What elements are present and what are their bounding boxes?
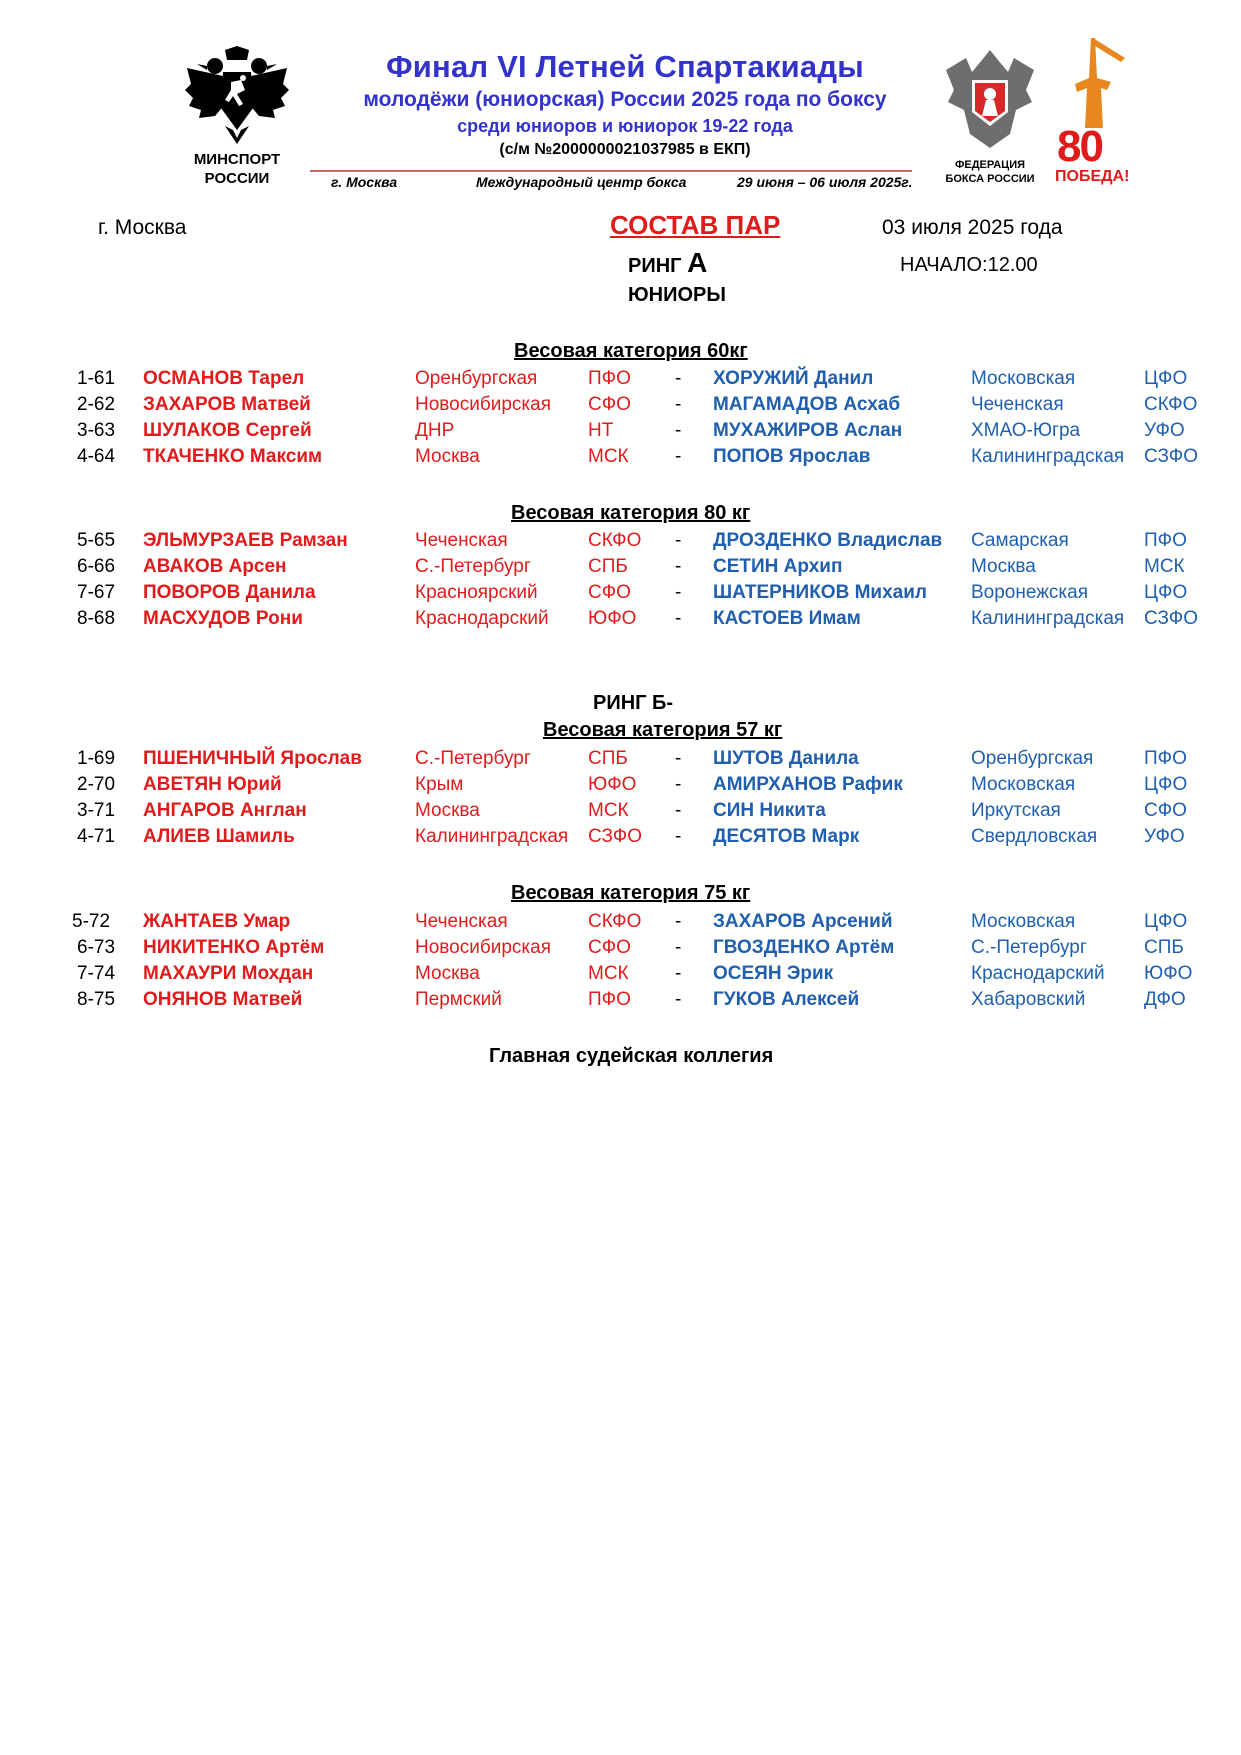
bout-row [0, 392, 1241, 418]
blue-boxer-district: СКФО [1144, 394, 1198, 415]
red-boxer-name: НИКИТЕНКО Артём [143, 937, 325, 958]
red-boxer-region: Калининградская [415, 826, 569, 847]
blue-boxer-region: Московская [971, 911, 1076, 932]
red-boxer-district: СКФО [588, 530, 642, 551]
bout-number: 6-73 [77, 937, 116, 958]
blue-boxer-district: ЮФО [1144, 963, 1193, 984]
event-subtitle: молодёжи (юниорская) России 2025 года по боксу [363, 88, 887, 111]
red-boxer-name: ЗАХАРОВ Матвей [143, 394, 311, 415]
bout-number: 3-63 [77, 420, 116, 441]
victory-80-icon [1055, 38, 1135, 134]
red-boxer-district: ПФО [588, 368, 631, 389]
ring-a-label: РИНГ [628, 255, 682, 277]
blue-boxer-district: СПБ [1144, 937, 1184, 958]
ekp-number: (с/м №2000000021037985 в ЕКП) [499, 141, 751, 158]
vs-dash: - [675, 937, 682, 958]
blue-boxer-name: ГУКОВ Алексей [713, 989, 860, 1010]
page-title: СОСТАВ ПАР [610, 210, 781, 240]
blue-boxer-name: СИН Никита [713, 800, 826, 821]
ring-b-heading: РИНГ Б- [593, 692, 674, 714]
blue-boxer-region: Москва [971, 556, 1036, 577]
blue-boxer-region: Самарская [971, 530, 1069, 551]
red-boxer-name: АНГАРОВ Англан [143, 800, 307, 821]
minsport-line2: РОССИИ [204, 170, 270, 187]
red-boxer-district: СЗФО [588, 826, 642, 847]
red-boxer-name: АВАКОВ Арсен [143, 556, 287, 577]
red-boxer-name: ЖАНТАЕВ Умар [143, 911, 291, 932]
vs-dash: - [675, 989, 682, 1010]
minsport-line1: МИНСПОРТ [193, 151, 281, 168]
category-heading: Весовая категория 57 кг [543, 719, 783, 741]
blue-boxer-district: СФО [1144, 800, 1187, 821]
blue-boxer-district: ЦФО [1144, 774, 1188, 795]
bout-row [0, 935, 1241, 961]
boxing-federation-emblem-icon [942, 50, 1038, 150]
red-boxer-name: МАХАУРИ Мохдан [143, 963, 314, 984]
red-boxer-district: СФО [588, 582, 631, 603]
red-boxer-name: ЭЛЬМУРЗАЕВ Рамзан [143, 530, 348, 551]
ring-a-letter: А [687, 247, 708, 278]
vs-dash: - [675, 446, 682, 467]
event-title-block [300, 48, 950, 161]
blue-boxer-district: ПФО [1144, 748, 1187, 769]
bout-number: 1-69 [77, 748, 116, 769]
vs-dash: - [675, 911, 682, 932]
bout-number: 8-75 [77, 989, 116, 1010]
blue-boxer-district: ПФО [1144, 530, 1187, 551]
red-boxer-region: ДНР [415, 420, 455, 441]
blue-boxer-region: Калининградская [971, 608, 1125, 629]
bout-row [0, 909, 1241, 935]
bout-row [0, 824, 1241, 850]
header-dates: 29 июня – 06 июля 2025г. [737, 174, 913, 190]
vs-dash: - [675, 748, 682, 769]
event-title: Финал VI Летней Спартакиады [386, 49, 864, 84]
victory-80-logo [1055, 38, 1135, 186]
vs-dash: - [675, 774, 682, 795]
boxing-federation-logo [940, 50, 1040, 185]
red-boxer-district: МСК [588, 963, 629, 984]
red-boxer-region: Чеченская [415, 911, 508, 932]
red-boxer-region: Чеченская [415, 530, 508, 551]
bout-row [0, 366, 1241, 392]
bout-row [0, 528, 1241, 554]
red-boxer-district: СФО [588, 394, 631, 415]
bout-number: 2-62 [77, 394, 116, 415]
vs-dash: - [675, 963, 682, 984]
red-boxer-name: ОНЯНОВ Матвей [143, 989, 303, 1010]
blue-boxer-district: ЦФО [1144, 911, 1188, 932]
blue-boxer-name: ПОПОВ Ярослав [713, 446, 871, 467]
blue-boxer-district: СЗФО [1144, 446, 1198, 467]
red-boxer-region: Москва [415, 963, 480, 984]
bout-row [0, 580, 1241, 606]
blue-boxer-region: Московская [971, 368, 1076, 389]
category-heading: Весовая категория 60кг [514, 340, 748, 362]
red-boxer-name: ШУЛАКОВ Сергей [143, 420, 312, 441]
red-boxer-region: Пермский [415, 989, 502, 1010]
blue-boxer-name: КАСТОЕВ Имам [713, 608, 861, 629]
blue-boxer-region: Калининградская [971, 446, 1125, 467]
red-boxer-district: СПБ [588, 556, 628, 577]
red-boxer-region: Крым [415, 774, 464, 795]
blue-boxer-region: Свердловская [971, 826, 1098, 847]
blue-boxer-region: Краснодарский [971, 963, 1105, 984]
red-boxer-district: СПБ [588, 748, 628, 769]
bout-number: 4-71 [77, 826, 116, 847]
bout-number: 7-74 [77, 963, 116, 984]
date: 03 июля 2025 года [882, 216, 1063, 239]
victory-word: ПОБЕДА! [1055, 168, 1130, 185]
bout-row [0, 554, 1241, 580]
red-boxer-district: НТ [588, 420, 614, 441]
red-boxer-region: Краснодарский [415, 608, 549, 629]
red-boxer-name: АЛИЕВ Шамиль [143, 826, 295, 847]
blue-boxer-name: ГВОЗДЕНКО Артём [713, 937, 895, 958]
red-boxer-district: ПФО [588, 989, 631, 1010]
blue-boxer-district: СЗФО [1144, 608, 1198, 629]
bout-number: 4-64 [77, 446, 116, 467]
city: г. Москва [98, 216, 187, 239]
blue-boxer-name: ОСЕЯН Эрик [713, 963, 834, 984]
bout-number: 7-67 [77, 582, 116, 603]
red-boxer-district: СКФО [588, 911, 642, 932]
header-place: г. Москва [331, 174, 398, 190]
blue-boxer-region: Хабаровский [971, 989, 1086, 1010]
blue-boxer-region: С.-Петербург [971, 937, 1087, 958]
blue-boxer-name: ДЕСЯТОВ Марк [713, 826, 860, 847]
blue-boxer-name: ШАТЕРНИКОВ Михаил [713, 582, 927, 603]
vs-dash: - [675, 556, 682, 577]
bout-row [0, 606, 1241, 632]
bout-number: 8-68 [77, 608, 116, 629]
vs-dash: - [675, 608, 682, 629]
blue-boxer-name: МАГАМАДОВ Асхаб [713, 394, 901, 415]
red-boxer-region: Красноярский [415, 582, 538, 603]
red-boxer-region: Новосибирская [415, 394, 551, 415]
red-boxer-district: МСК [588, 446, 629, 467]
bout-number: 5-72 [72, 911, 111, 932]
red-boxer-region: С.-Петербург [415, 748, 531, 769]
vs-dash: - [675, 394, 682, 415]
blue-boxer-region: Воронежская [971, 582, 1089, 603]
bout-row [0, 444, 1241, 470]
blue-boxer-region: ХМАО-Югра [971, 420, 1081, 441]
bout-row [0, 746, 1241, 772]
blue-boxer-district: УФО [1144, 420, 1185, 441]
bout-number: 5-65 [77, 530, 116, 551]
red-boxer-name: ТКАЧЕНКО Максим [143, 446, 323, 467]
blue-boxer-name: ШУТОВ Данила [713, 748, 859, 769]
vs-dash: - [675, 530, 682, 551]
header-venue: Международный центр бокса [476, 174, 687, 190]
ring-a-heading [628, 247, 707, 279]
red-boxer-name: ОСМАНОВ Тарел [143, 368, 305, 389]
blue-boxer-district: ЦФО [1144, 582, 1188, 603]
blue-boxer-district: ЦФО [1144, 368, 1188, 389]
red-boxer-name: ПШЕНИЧНЫЙ Ярослав [143, 748, 362, 769]
red-boxer-region: Новосибирская [415, 937, 551, 958]
vs-dash: - [675, 582, 682, 603]
bout-row [0, 987, 1241, 1013]
bout-number: 1-61 [77, 368, 116, 389]
judges-signature-line: Главная судейская коллегия [489, 1045, 774, 1067]
blue-boxer-name: ХОРУЖИЙ Данил [713, 368, 874, 389]
red-boxer-name: ПОВОРОВ Данила [143, 582, 316, 603]
bout-number: 6-66 [77, 556, 116, 577]
bout-number: 2-70 [77, 774, 116, 795]
red-boxer-region: Москва [415, 800, 480, 821]
red-boxer-name: АВЕТЯН Юрий [143, 774, 282, 795]
federation-line2: БОКСА РОССИИ [945, 173, 1035, 185]
bout-number: 3-71 [77, 800, 116, 821]
blue-boxer-region: Иркутская [971, 800, 1061, 821]
red-boxer-name: МАСХУДОВ Рони [143, 608, 303, 629]
blue-boxer-name: ДРОЗДЕНКО Владислав [713, 530, 943, 551]
vs-dash: - [675, 826, 682, 847]
blue-boxer-region: Оренбургская [971, 748, 1094, 769]
bout-row [0, 772, 1241, 798]
red-boxer-district: ЮФО [588, 774, 637, 795]
blue-boxer-region: Чеченская [971, 394, 1064, 415]
event-subtitle-2: среди юниоров и юниорок 19-22 года [457, 116, 793, 136]
blue-boxer-name: АМИРХАНОВ Рафик [713, 774, 903, 795]
blue-boxer-region: Московская [971, 774, 1076, 795]
vs-dash: - [675, 368, 682, 389]
minsport-logo [178, 46, 296, 196]
bout-row [0, 798, 1241, 824]
blue-boxer-district: УФО [1144, 826, 1185, 847]
bout-row [0, 418, 1241, 444]
category-heading: Весовая категория 80 кг [511, 502, 751, 524]
blue-boxer-name: МУХАЖИРОВ Аслан [713, 420, 903, 441]
victory-number: 80 [1057, 122, 1102, 171]
blue-boxer-name: СЕТИН Архип [713, 556, 843, 577]
blue-boxer-district: ДФО [1144, 989, 1186, 1010]
start-time: НАЧАЛО:12.00 [900, 254, 1038, 276]
blue-boxer-district: МСК [1144, 556, 1185, 577]
category-heading: Весовая категория 75 кг [511, 882, 751, 904]
double-headed-eagle-icon [185, 46, 289, 144]
red-boxer-district: МСК [588, 800, 629, 821]
vs-dash: - [675, 420, 682, 441]
red-boxer-district: ЮФО [588, 608, 637, 629]
federation-line1: ФЕДЕРАЦИЯ [954, 159, 1026, 171]
red-boxer-region: Москва [415, 446, 480, 467]
vs-dash: - [675, 800, 682, 821]
blue-boxer-name: ЗАХАРОВ Арсений [713, 911, 893, 932]
bout-row [0, 961, 1241, 987]
red-boxer-district: СФО [588, 937, 631, 958]
red-boxer-region: С.-Петербург [415, 556, 531, 577]
header-divider [310, 170, 912, 172]
group-label: ЮНИОРЫ [628, 284, 726, 306]
red-boxer-region: Оренбургская [415, 368, 538, 389]
